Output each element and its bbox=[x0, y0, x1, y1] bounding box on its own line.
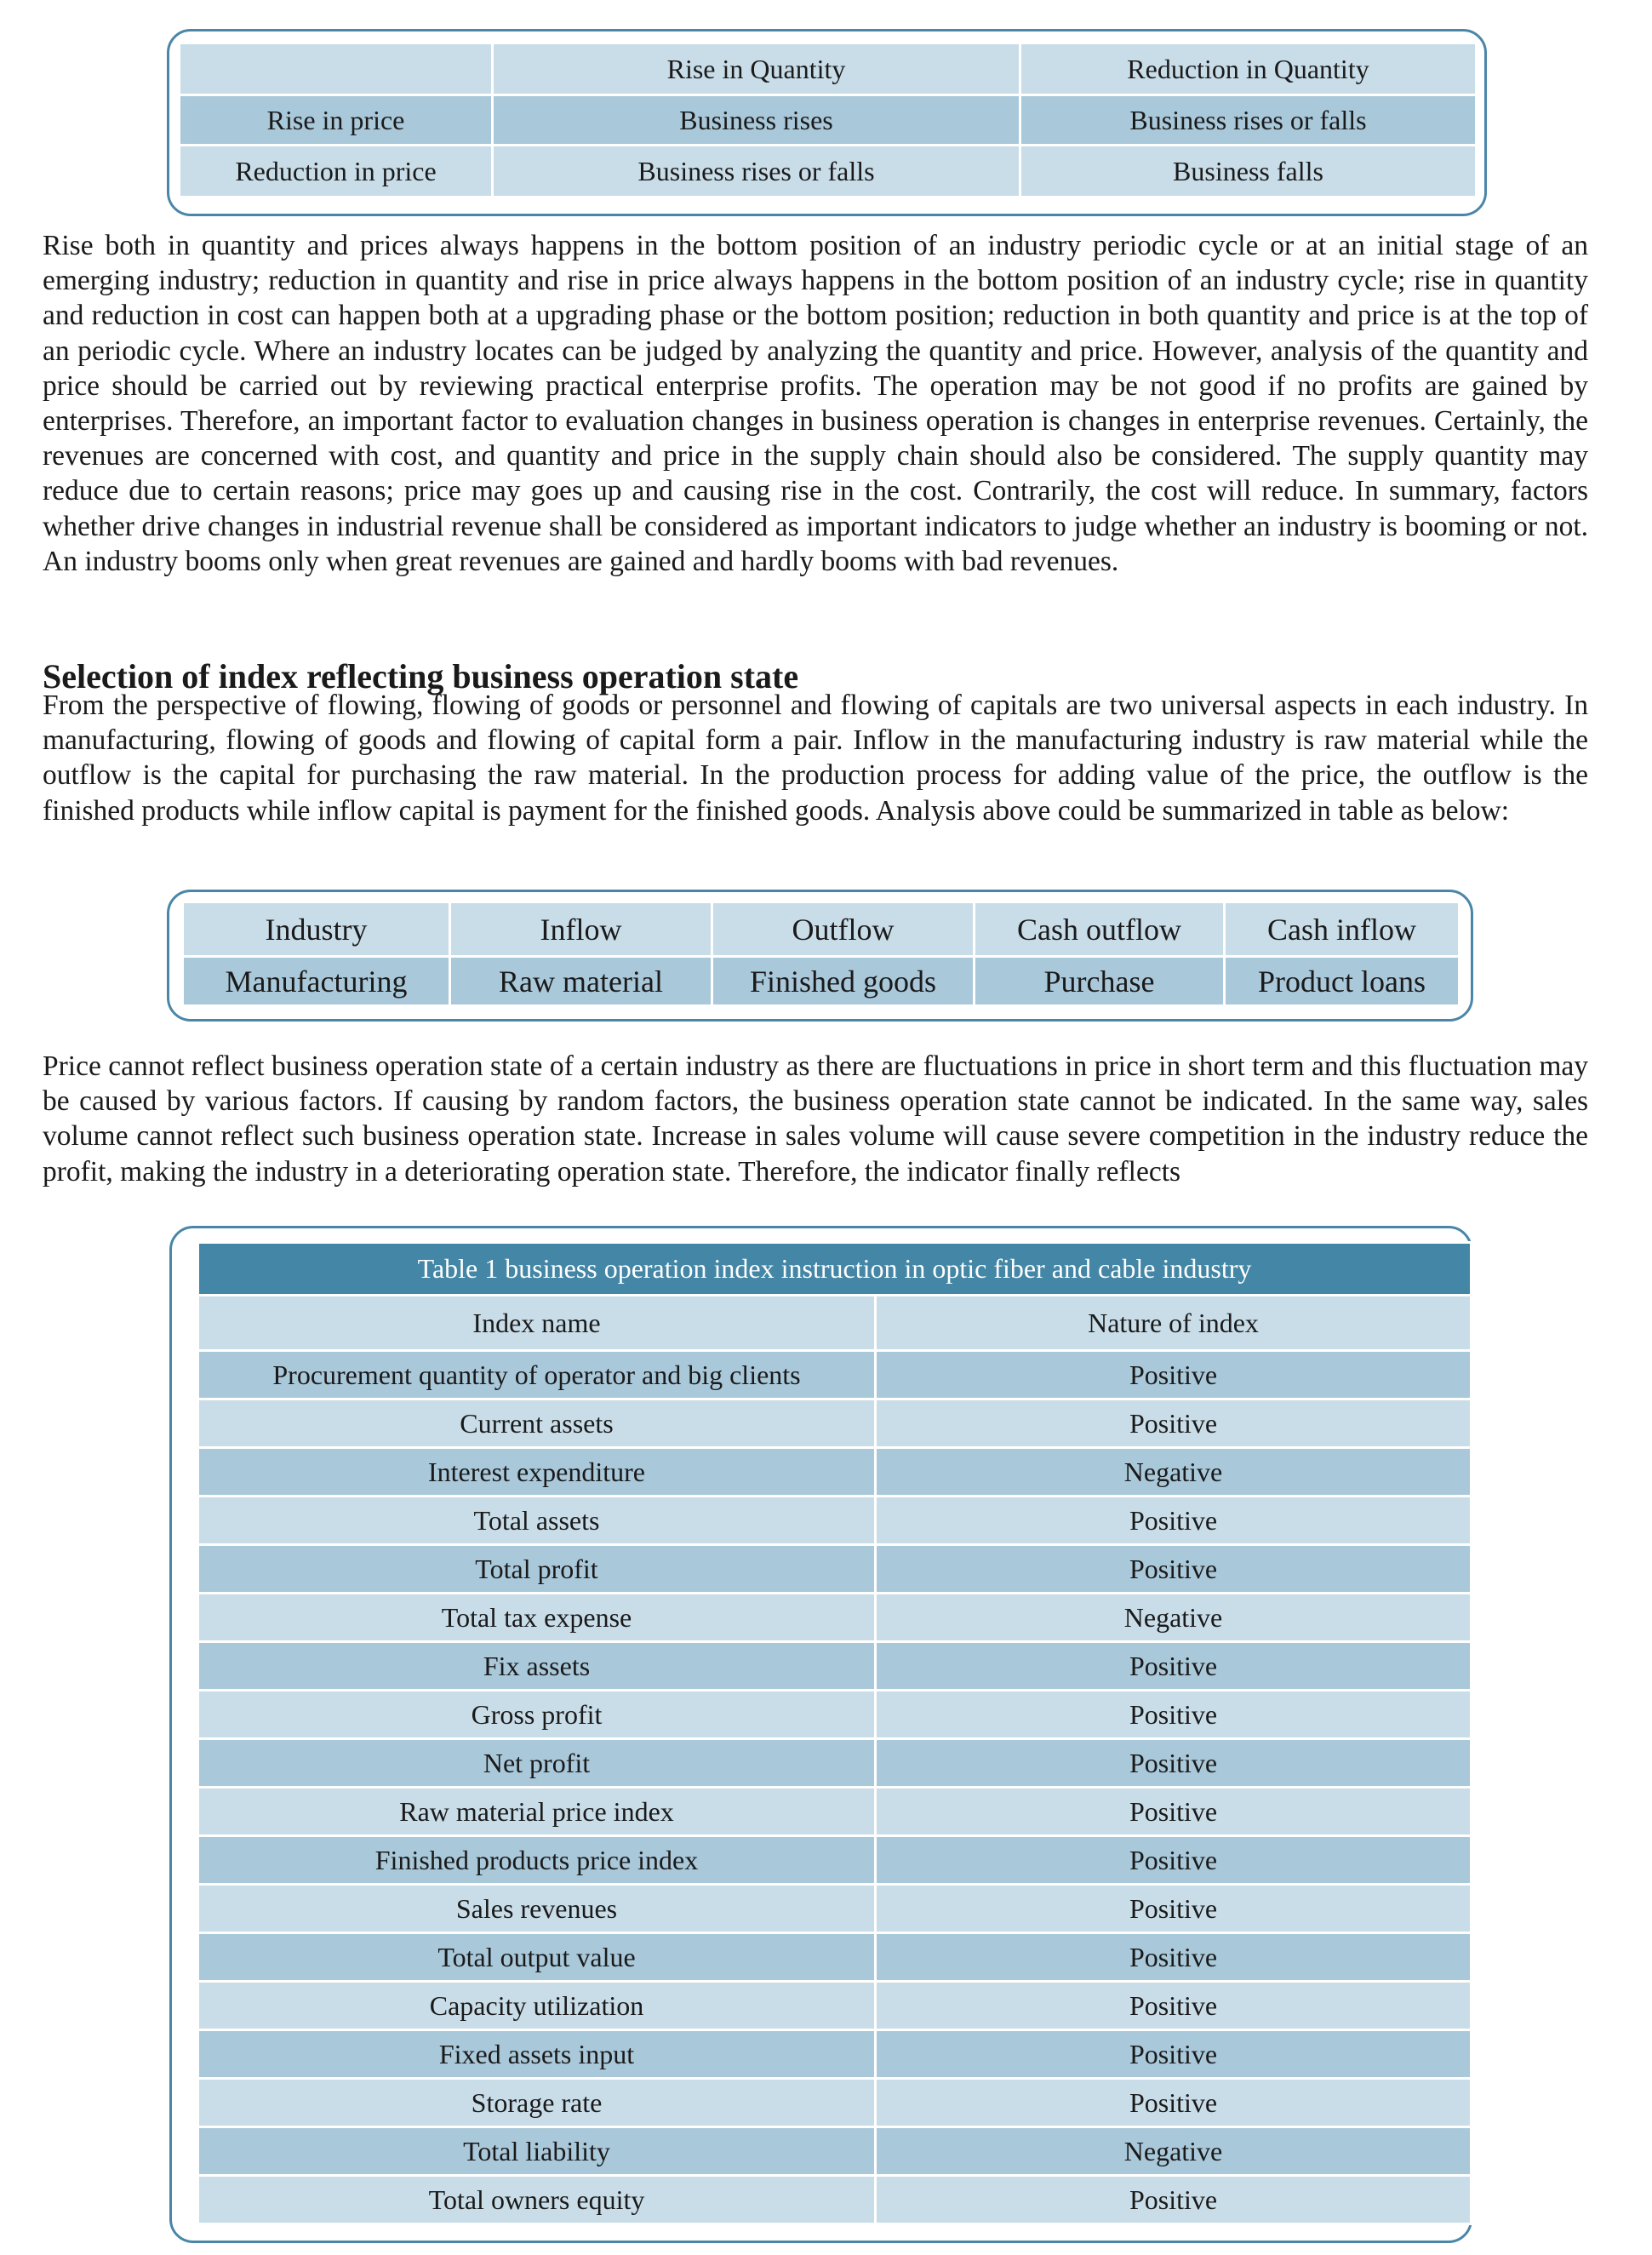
quadrant-cell: Business rises or falls bbox=[1020, 95, 1477, 146]
index-name-cell: Total assets bbox=[198, 1497, 876, 1545]
index-name-cell: Gross profit bbox=[198, 1691, 876, 1739]
index-nature-cell: Positive bbox=[876, 1788, 1472, 1836]
index-nature-cell: Positive bbox=[876, 1399, 1472, 1448]
flow-header-cell: Industry bbox=[183, 902, 450, 957]
index-name-cell: Raw material price index bbox=[198, 1788, 876, 1836]
index-nature-cell: Negative bbox=[876, 2127, 1472, 2176]
index-name-cell: Sales revenues bbox=[198, 1885, 876, 1933]
section-heading: Selection of index reflecting business operation state bbox=[43, 657, 799, 695]
index-name-cell: Total profit bbox=[198, 1545, 876, 1594]
index-nature-cell: Positive bbox=[876, 1982, 1472, 2030]
index-table-row bbox=[198, 2127, 1472, 2176]
index-nature-cell: Positive bbox=[876, 1545, 1472, 1594]
index-table-row bbox=[198, 1691, 1472, 1739]
index-nature-cell: Negative bbox=[876, 1594, 1472, 1642]
index-nature-cell: Positive bbox=[876, 1497, 1472, 1545]
index-header-cell: Nature of index bbox=[876, 1296, 1472, 1351]
index-name-cell: Fix assets bbox=[198, 1642, 876, 1691]
index-nature-cell: Positive bbox=[876, 1739, 1472, 1788]
index-name-cell: Total output value bbox=[198, 1933, 876, 1982]
index-table-row bbox=[198, 1594, 1472, 1642]
index-table-row bbox=[198, 1448, 1472, 1497]
index-nature-cell: Positive bbox=[876, 2030, 1472, 2079]
index-table bbox=[197, 1241, 1472, 2225]
index-table-row bbox=[198, 1739, 1472, 1788]
index-nature-cell: Positive bbox=[876, 1691, 1472, 1739]
index-nature-cell: Positive bbox=[876, 2176, 1472, 2224]
flow-cell: Finished goods bbox=[712, 957, 975, 1006]
flow-cell: Raw material bbox=[450, 957, 712, 1006]
index-name-cell: Total liability bbox=[198, 2127, 876, 2176]
index-header-cell: Index name bbox=[198, 1296, 876, 1351]
index-table-row bbox=[198, 1351, 1472, 1399]
index-table-caption: Table 1 business operation index instruction in optic fiber and cable industry bbox=[198, 1243, 1472, 1296]
index-nature-cell: Positive bbox=[876, 2079, 1472, 2127]
quadrant-row-header: Rise in price bbox=[180, 95, 493, 146]
index-name-cell: Storage rate bbox=[198, 2079, 876, 2127]
index-table-row bbox=[198, 1545, 1472, 1594]
paragraph-2: From the perspective of flowing, flowing of goods or personnel and flowing of capitals are two universal aspects in each industry. In manufacturing, flowing of goods and flowing of capital form a pair. Inflow in the manufacturing industry is raw material while the outflow is the capital for purchasing the raw material. In the production process for adding value of the price, the outflow is the finished products while inflow capital is payment for the finished goods. Analysis above could be summarized in table as below: bbox=[43, 690, 1588, 827]
paragraph-3: Price cannot reflect business operation state of a certain industry as there are fluctuations in price in short term and this fluctuation may be caused by various factors. If causing by random factors, the business operation state cannot be indicated. In the same way, sales volume cannot reflect such business operation state. Increase in sales volume will cause severe competition in the industry reduce the profit, making the industry in a deteriorating operation state. Therefore, the indicator finally reflects bbox=[43, 1050, 1588, 1188]
index-table-row bbox=[198, 2030, 1472, 2079]
quadrant-cell: Business rises or falls bbox=[493, 146, 1020, 197]
index-name-cell: Fixed assets input bbox=[198, 2030, 876, 2079]
quadrant-col-header: Rise in Quantity bbox=[493, 43, 1020, 95]
index-name-cell: Procurement quantity of operator and big clients bbox=[198, 1351, 876, 1399]
index-table-row bbox=[198, 2176, 1472, 2224]
index-name-cell: Capacity utilization bbox=[198, 1982, 876, 2030]
flow-cell: Manufacturing bbox=[183, 957, 450, 1006]
index-name-cell: Interest expenditure bbox=[198, 1448, 876, 1497]
quadrant-row-header: Reduction in price bbox=[180, 146, 493, 197]
index-nature-cell: Positive bbox=[876, 1885, 1472, 1933]
flow-cell: Purchase bbox=[975, 957, 1225, 1006]
index-table-row bbox=[198, 1885, 1472, 1933]
flow-header-cell: Outflow bbox=[712, 902, 975, 957]
paragraph-1: Rise both in quantity and prices always happens in the bottom position of an industry periodic cycle or at an initial stage of an emerging industry; reduction in quantity and rise in price always happens in the bottom position of an industry cycle; rise in quantity and reduction in cost can happen both at a upgrading phase or the bottom position; reduction in both quantity and price is at the top of an periodic cycle. Where an industry locates can be judged by analyzing the quantity and price. However, analysis of the quantity and price should be carried out by reviewing practical enterprise profits. The operation may be not good if no profits are gained by enterprises. Therefore, an important factor to evaluation changes in business operation is changes in enterprise revenues. Certainly, the revenues are concerned with cost, and quantity and price in the supply chain should also be considered. The supply quantity may reduce due to certain reasons; price may goes up and causing rise in the cost. Contrarily, the cost will reduce. In summary, factors whether drive changes in industrial revenue shall be considered as important indicators to judge whether an industry is booming or not. An industry booms only when great revenues are gained and hardly booms with bad revenues. bbox=[43, 230, 1588, 577]
flow-table bbox=[181, 901, 1461, 1007]
index-name-cell: Current assets bbox=[198, 1399, 876, 1448]
index-nature-cell: Positive bbox=[876, 1351, 1472, 1399]
index-name-cell: Net profit bbox=[198, 1739, 876, 1788]
index-table-row bbox=[198, 1788, 1472, 1836]
index-table-row bbox=[198, 1399, 1472, 1448]
index-table-row bbox=[198, 2079, 1472, 2127]
quadrant-col-header: Reduction in Quantity bbox=[1020, 43, 1477, 95]
index-table-row bbox=[198, 1836, 1472, 1885]
flow-cell: Product loans bbox=[1225, 957, 1460, 1006]
index-name-cell: Total tax expense bbox=[198, 1594, 876, 1642]
index-nature-cell: Negative bbox=[876, 1448, 1472, 1497]
flow-header-cell: Cash outflow bbox=[975, 902, 1225, 957]
quadrant-corner-cell bbox=[180, 43, 493, 95]
quadrant-table bbox=[178, 42, 1478, 198]
index-name-cell: Finished products price index bbox=[198, 1836, 876, 1885]
index-name-cell: Total owners equity bbox=[198, 2176, 876, 2224]
flow-header-cell: Cash inflow bbox=[1225, 902, 1460, 957]
index-table-row bbox=[198, 1933, 1472, 1982]
index-nature-cell: Positive bbox=[876, 1836, 1472, 1885]
index-table-row bbox=[198, 1642, 1472, 1691]
quadrant-cell: Business rises bbox=[493, 95, 1020, 146]
index-table-row bbox=[198, 1982, 1472, 2030]
index-nature-cell: Positive bbox=[876, 1642, 1472, 1691]
index-table-row bbox=[198, 1497, 1472, 1545]
flow-header-cell: Inflow bbox=[450, 902, 712, 957]
index-nature-cell: Positive bbox=[876, 1933, 1472, 1982]
quadrant-cell: Business falls bbox=[1020, 146, 1477, 197]
